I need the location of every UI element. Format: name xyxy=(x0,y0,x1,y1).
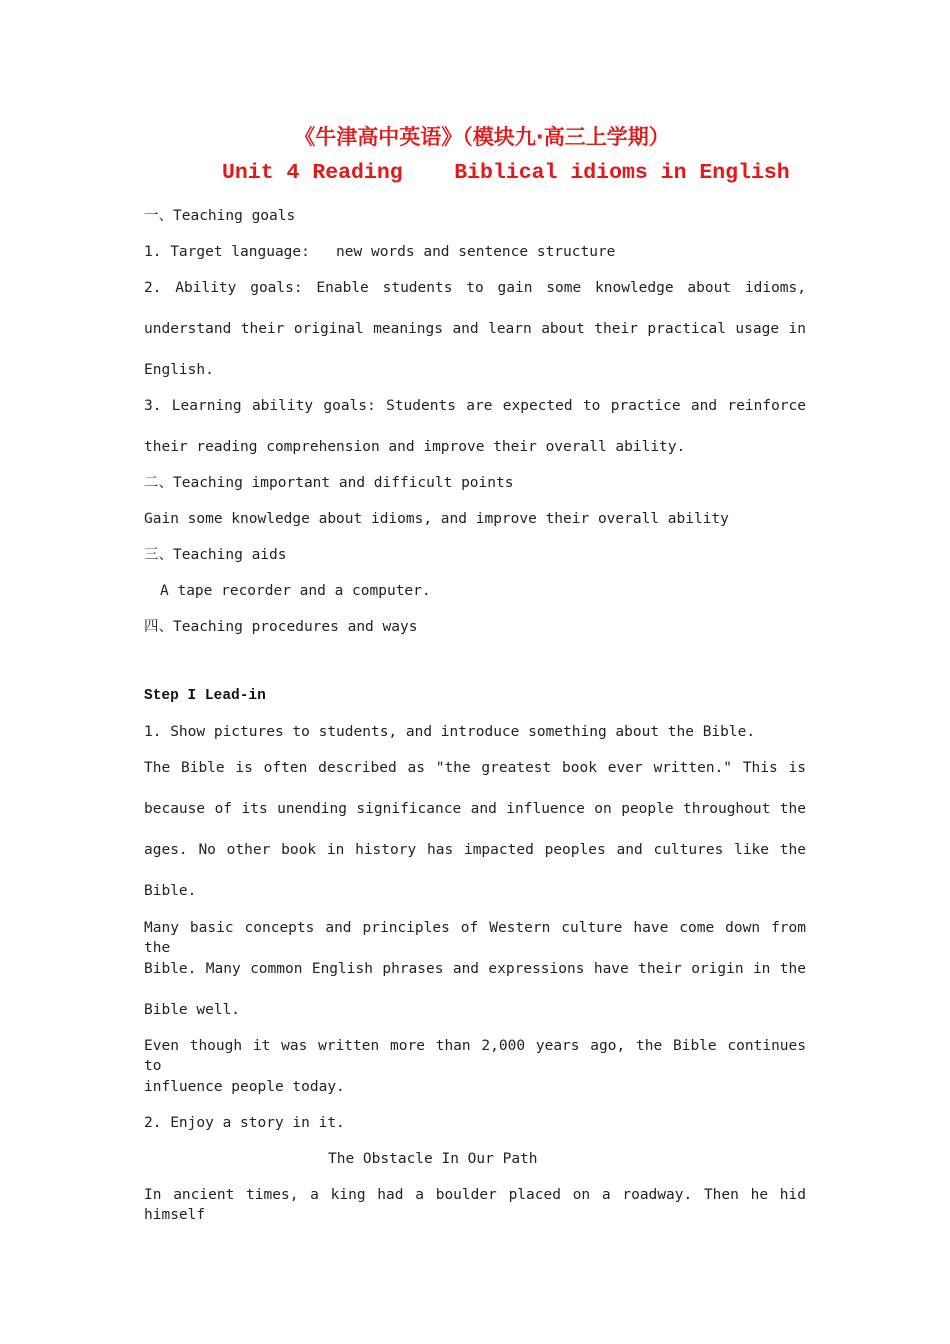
document-title-chinese: 《牛津高中英语》（模块九·高三上学期） xyxy=(294,125,670,149)
bible-para1-line3: ages. No other book in history has impacted peoples and cultures like the xyxy=(144,842,806,858)
goal-target-language: 1. Target language: new words and sentence structure xyxy=(144,244,616,260)
goal-ability-line2: understand their original meanings and learn about their practical usage in xyxy=(144,321,806,337)
bible-para1-line1: The Bible is often described as "the greatest book ever written." This is xyxy=(144,760,806,776)
section-heading-procedures: 四、Teaching procedures and ways xyxy=(144,619,418,635)
goal-ability-line3: English. xyxy=(144,362,214,378)
bible-para1-line4: Bible. xyxy=(144,883,197,899)
important-points-text: Gain some knowledge about idioms, and improve their overall ability xyxy=(144,511,729,527)
bible-para3-line2: influence people today. xyxy=(144,1079,345,1095)
story-line1: In ancient times, a king had a boulder placed on a roadway. Then he hid himself xyxy=(144,1187,806,1223)
section-heading-important-points: 二、Teaching important and difficult points xyxy=(144,475,514,491)
teaching-aids-text: A tape recorder and a computer. xyxy=(160,583,431,599)
lead-in-item2: 2. Enjoy a story in it. xyxy=(144,1115,345,1131)
goal-learning-line1: 3. Learning ability goals: Students are expected to practice and reinforce xyxy=(144,398,806,414)
goal-ability-line1: 2. Ability goals: Enable students to gain some knowledge about idioms, xyxy=(144,280,806,296)
section-heading-teaching-goals: 一、Teaching goals xyxy=(144,208,296,224)
bible-para2-line2: Bible. Many common English phrases and expressions have their origin in the xyxy=(144,961,806,977)
section-heading-teaching-aids: 三、Teaching aids xyxy=(144,547,287,563)
goal-learning-line2: their reading comprehension and improve their overall ability. xyxy=(144,439,686,455)
document-title-english: Unit 4 Reading Biblical idioms in English xyxy=(222,161,790,185)
bible-para2-line3: Bible well. xyxy=(144,1002,241,1018)
lead-in-item1: 1. Show pictures to students, and introduce something about the Bible. xyxy=(144,724,756,740)
bible-para1-line2: because of its unending significance and influence on people throughout the xyxy=(144,801,806,817)
bible-para3-line1: Even though it was written more than 2,000 years ago, the Bible continues to xyxy=(144,1038,806,1074)
story-title: The Obstacle In Our Path xyxy=(328,1151,538,1167)
bible-para2-line1: Many basic concepts and principles of Western culture have come down from the xyxy=(144,920,806,956)
step-heading-lead-in: Step I Lead-in xyxy=(144,688,266,704)
